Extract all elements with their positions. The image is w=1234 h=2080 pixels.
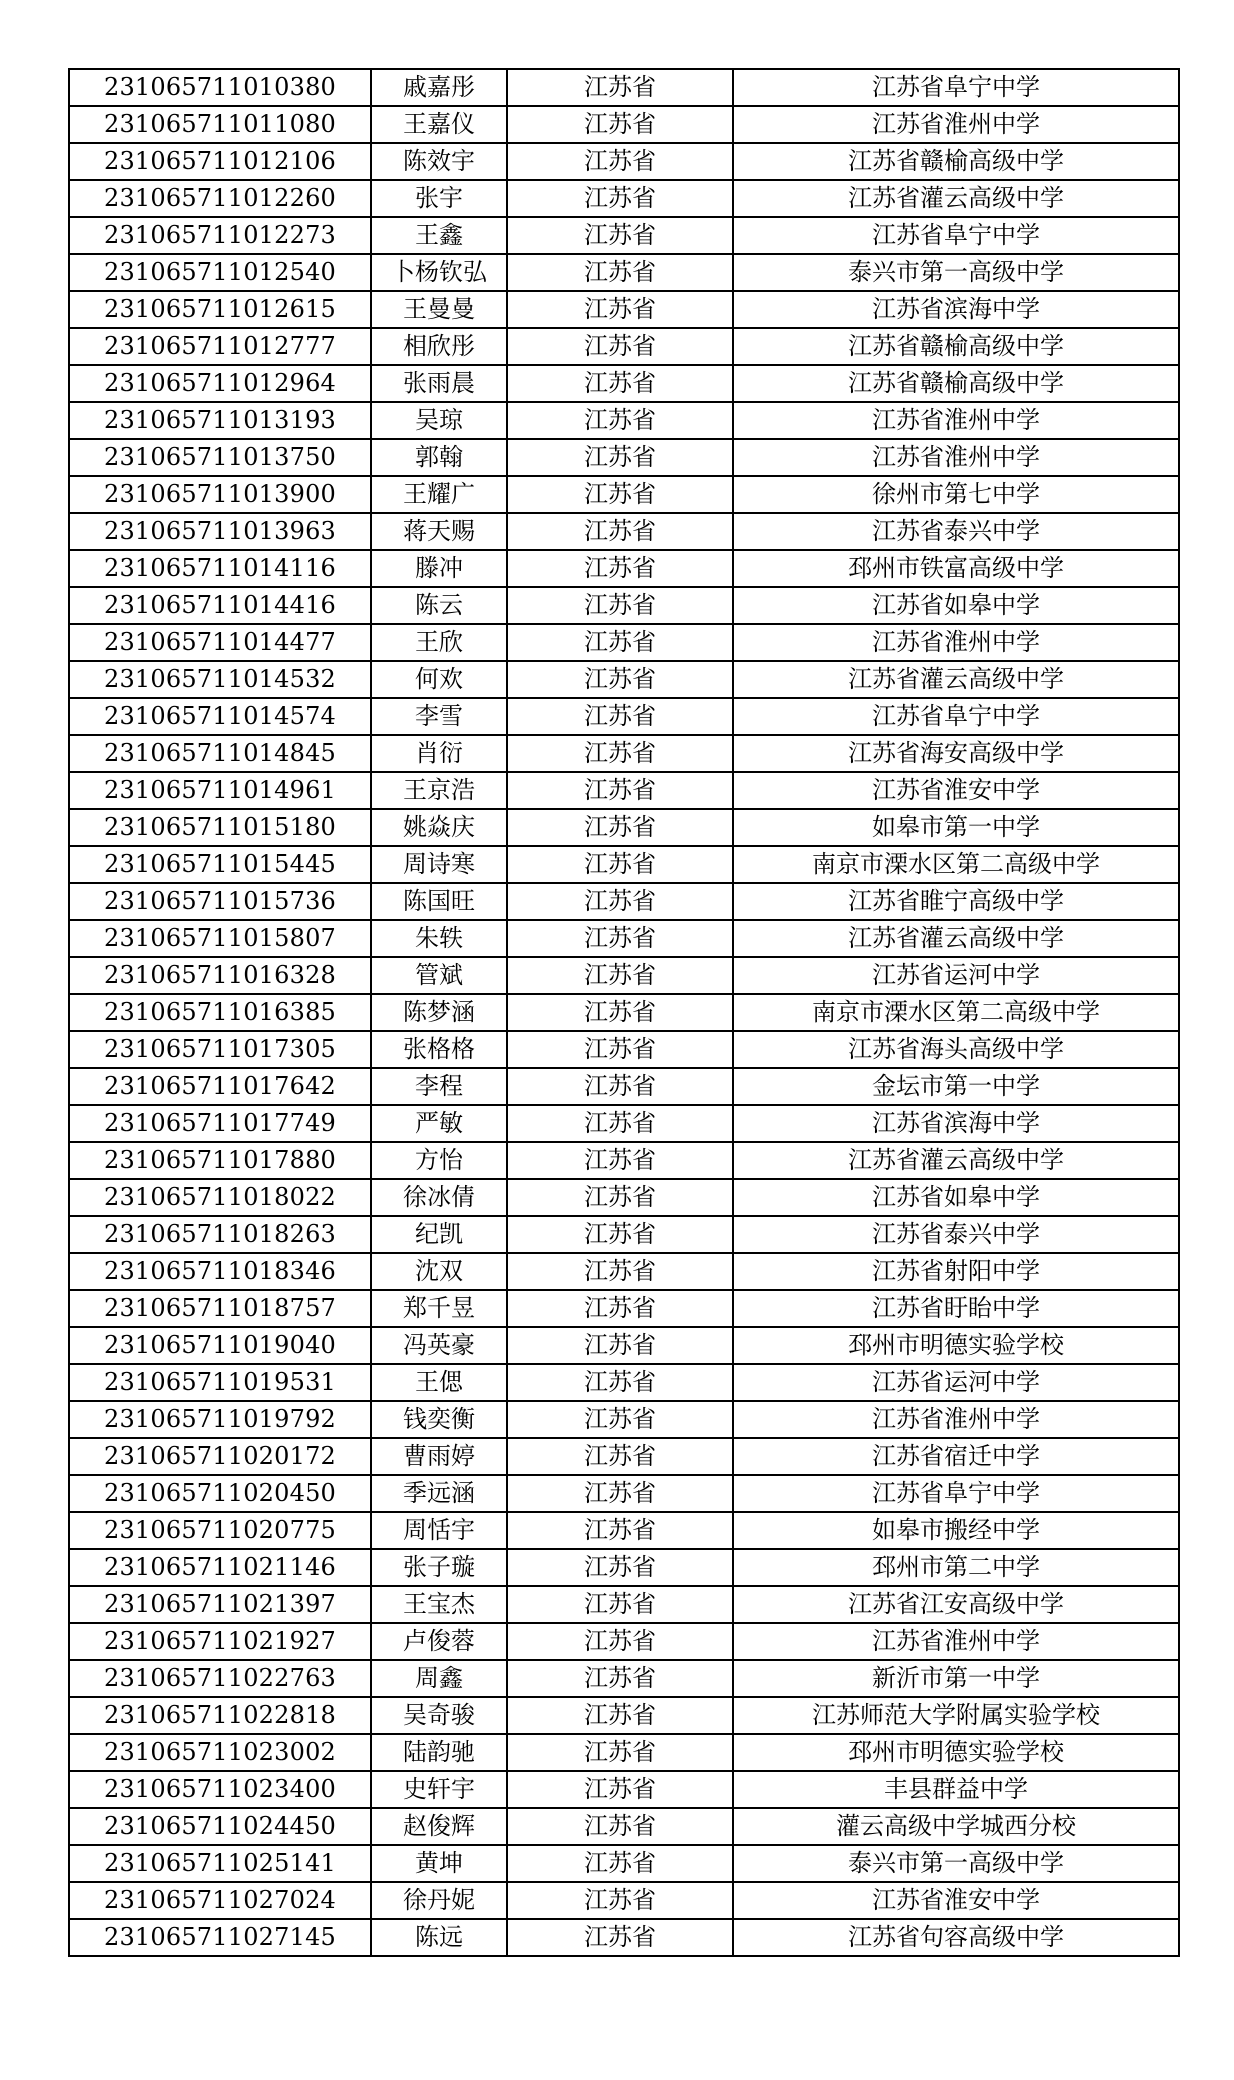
province-cell: 江苏省 xyxy=(507,550,733,587)
student-name-cell: 曹雨婷 xyxy=(371,1438,507,1475)
province-cell: 江苏省 xyxy=(507,1327,733,1364)
school-name-cell: 江苏省淮州中学 xyxy=(733,1401,1179,1438)
student-name-cell: 李程 xyxy=(371,1068,507,1105)
table-row xyxy=(69,1068,1179,1105)
school-name-cell: 江苏省淮州中学 xyxy=(733,1623,1179,1660)
province-cell: 江苏省 xyxy=(507,994,733,1031)
candidate-id-cell: 231065711015807 xyxy=(69,920,371,957)
table-row xyxy=(69,106,1179,143)
province-cell: 江苏省 xyxy=(507,402,733,439)
table-row xyxy=(69,698,1179,735)
student-name-cell: 周恬宇 xyxy=(371,1512,507,1549)
school-name-cell: 泰兴市第一高级中学 xyxy=(733,254,1179,291)
province-cell: 江苏省 xyxy=(507,957,733,994)
student-name-cell: 陈梦涵 xyxy=(371,994,507,1031)
school-name-cell: 邳州市第二中学 xyxy=(733,1549,1179,1586)
school-name-cell: 江苏省阜宁中学 xyxy=(733,69,1179,106)
table-row xyxy=(69,1105,1179,1142)
student-name-cell: 王宝杰 xyxy=(371,1586,507,1623)
candidate-id-cell: 231065711017749 xyxy=(69,1105,371,1142)
student-name-cell: 王嘉仪 xyxy=(371,106,507,143)
student-name-cell: 徐丹妮 xyxy=(371,1882,507,1919)
candidate-id-cell: 231065711015445 xyxy=(69,846,371,883)
table-row xyxy=(69,1882,1179,1919)
student-name-cell: 姚焱庆 xyxy=(371,809,507,846)
student-list-table xyxy=(68,68,1180,1957)
student-name-cell: 王京浩 xyxy=(371,772,507,809)
student-name-cell: 方怡 xyxy=(371,1142,507,1179)
province-cell: 江苏省 xyxy=(507,661,733,698)
table-row xyxy=(69,1623,1179,1660)
student-name-cell: 朱轶 xyxy=(371,920,507,957)
student-name-cell: 陈效宇 xyxy=(371,143,507,180)
candidate-id-cell: 231065711011080 xyxy=(69,106,371,143)
candidate-id-cell: 231065711016328 xyxy=(69,957,371,994)
candidate-id-cell: 231065711021146 xyxy=(69,1549,371,1586)
candidate-id-cell: 231065711013193 xyxy=(69,402,371,439)
candidate-id-cell: 231065711022763 xyxy=(69,1660,371,1697)
student-name-cell: 冯英豪 xyxy=(371,1327,507,1364)
school-name-cell: 江苏省海头高级中学 xyxy=(733,1031,1179,1068)
table-row xyxy=(69,661,1179,698)
candidate-id-cell: 231065711014416 xyxy=(69,587,371,624)
province-cell: 江苏省 xyxy=(507,365,733,402)
school-name-cell: 江苏省如皋中学 xyxy=(733,587,1179,624)
student-name-cell: 吴奇骏 xyxy=(371,1697,507,1734)
candidate-id-cell: 231065711018346 xyxy=(69,1253,371,1290)
province-cell: 江苏省 xyxy=(507,1623,733,1660)
province-cell: 江苏省 xyxy=(507,291,733,328)
candidate-id-cell: 231065711027145 xyxy=(69,1919,371,1956)
student-name-cell: 黄坤 xyxy=(371,1845,507,1882)
province-cell: 江苏省 xyxy=(507,439,733,476)
candidate-id-cell: 231065711023400 xyxy=(69,1771,371,1808)
province-cell: 江苏省 xyxy=(507,1253,733,1290)
student-name-cell: 王欣 xyxy=(371,624,507,661)
student-name-cell: 郑千昱 xyxy=(371,1290,507,1327)
school-name-cell: 江苏省灌云高级中学 xyxy=(733,661,1179,698)
candidate-id-cell: 231065711022818 xyxy=(69,1697,371,1734)
candidate-id-cell: 231065711012615 xyxy=(69,291,371,328)
province-cell: 江苏省 xyxy=(507,1660,733,1697)
school-name-cell: 金坛市第一中学 xyxy=(733,1068,1179,1105)
student-name-cell: 张雨晨 xyxy=(371,365,507,402)
candidate-id-cell: 231065711019040 xyxy=(69,1327,371,1364)
province-cell: 江苏省 xyxy=(507,69,733,106)
candidate-id-cell: 231065711016385 xyxy=(69,994,371,1031)
school-name-cell: 灌云高级中学城西分校 xyxy=(733,1808,1179,1845)
province-cell: 江苏省 xyxy=(507,513,733,550)
province-cell: 江苏省 xyxy=(507,772,733,809)
table-row xyxy=(69,1845,1179,1882)
school-name-cell: 江苏省灌云高级中学 xyxy=(733,1142,1179,1179)
student-name-cell: 相欣彤 xyxy=(371,328,507,365)
school-name-cell: 江苏省滨海中学 xyxy=(733,1105,1179,1142)
student-name-cell: 滕冲 xyxy=(371,550,507,587)
province-cell: 江苏省 xyxy=(507,809,733,846)
table-row xyxy=(69,254,1179,291)
student-name-cell: 沈双 xyxy=(371,1253,507,1290)
candidate-id-cell: 231065711014477 xyxy=(69,624,371,661)
student-name-cell: 肖衍 xyxy=(371,735,507,772)
school-name-cell: 南京市溧水区第二高级中学 xyxy=(733,994,1179,1031)
table-row xyxy=(69,328,1179,365)
candidate-id-cell: 231065711021397 xyxy=(69,1586,371,1623)
school-name-cell: 江苏省睢宁高级中学 xyxy=(733,883,1179,920)
table-row xyxy=(69,883,1179,920)
school-name-cell: 江苏省赣榆高级中学 xyxy=(733,328,1179,365)
student-name-cell: 郭翰 xyxy=(371,439,507,476)
province-cell: 江苏省 xyxy=(507,1845,733,1882)
province-cell: 江苏省 xyxy=(507,180,733,217)
province-cell: 江苏省 xyxy=(507,920,733,957)
school-name-cell: 江苏省灌云高级中学 xyxy=(733,920,1179,957)
school-name-cell: 江苏省句容高级中学 xyxy=(733,1919,1179,1956)
school-name-cell: 邳州市铁富高级中学 xyxy=(733,550,1179,587)
province-cell: 江苏省 xyxy=(507,1142,733,1179)
table-row xyxy=(69,143,1179,180)
student-name-cell: 何欢 xyxy=(371,661,507,698)
province-cell: 江苏省 xyxy=(507,1771,733,1808)
student-name-cell: 王曼曼 xyxy=(371,291,507,328)
province-cell: 江苏省 xyxy=(507,143,733,180)
province-cell: 江苏省 xyxy=(507,1882,733,1919)
candidate-id-cell: 231065711014845 xyxy=(69,735,371,772)
school-name-cell: 江苏省运河中学 xyxy=(733,957,1179,994)
school-name-cell: 江苏省江安高级中学 xyxy=(733,1586,1179,1623)
table-row xyxy=(69,217,1179,254)
candidate-id-cell: 231065711021927 xyxy=(69,1623,371,1660)
candidate-id-cell: 231065711013963 xyxy=(69,513,371,550)
candidate-id-cell: 231065711012106 xyxy=(69,143,371,180)
school-name-cell: 江苏省射阳中学 xyxy=(733,1253,1179,1290)
school-name-cell: 江苏省滨海中学 xyxy=(733,291,1179,328)
table-row xyxy=(69,920,1179,957)
table-row xyxy=(69,1808,1179,1845)
student-name-cell: 赵俊辉 xyxy=(371,1808,507,1845)
school-name-cell: 徐州市第七中学 xyxy=(733,476,1179,513)
table-row xyxy=(69,624,1179,661)
candidate-id-cell: 231065711017305 xyxy=(69,1031,371,1068)
student-name-cell: 戚嘉彤 xyxy=(371,69,507,106)
student-name-cell: 钱奕衡 xyxy=(371,1401,507,1438)
school-name-cell: 如皋市搬经中学 xyxy=(733,1512,1179,1549)
table-row xyxy=(69,772,1179,809)
school-name-cell: 江苏省赣榆高级中学 xyxy=(733,143,1179,180)
student-name-cell: 吴琼 xyxy=(371,402,507,439)
table-row xyxy=(69,1697,1179,1734)
school-name-cell: 丰县群益中学 xyxy=(733,1771,1179,1808)
province-cell: 江苏省 xyxy=(507,1105,733,1142)
province-cell: 江苏省 xyxy=(507,1031,733,1068)
school-name-cell: 江苏省赣榆高级中学 xyxy=(733,365,1179,402)
school-name-cell: 江苏省泰兴中学 xyxy=(733,1216,1179,1253)
table-row xyxy=(69,439,1179,476)
table-row xyxy=(69,1290,1179,1327)
table-row xyxy=(69,1549,1179,1586)
table-row xyxy=(69,513,1179,550)
school-name-cell: 江苏省淮州中学 xyxy=(733,106,1179,143)
school-name-cell: 江苏省宿迁中学 xyxy=(733,1438,1179,1475)
school-name-cell: 泰兴市第一高级中学 xyxy=(733,1845,1179,1882)
school-name-cell: 江苏省阜宁中学 xyxy=(733,217,1179,254)
candidate-id-cell: 231065711023002 xyxy=(69,1734,371,1771)
table-row xyxy=(69,1401,1179,1438)
province-cell: 江苏省 xyxy=(507,735,733,772)
student-name-cell: 陈云 xyxy=(371,587,507,624)
candidate-id-cell: 231065711024450 xyxy=(69,1808,371,1845)
candidate-id-cell: 231065711018022 xyxy=(69,1179,371,1216)
candidate-id-cell: 231065711014532 xyxy=(69,661,371,698)
province-cell: 江苏省 xyxy=(507,1216,733,1253)
table-row xyxy=(69,1327,1179,1364)
table-row xyxy=(69,291,1179,328)
student-name-cell: 王鑫 xyxy=(371,217,507,254)
school-name-cell: 如皋市第一中学 xyxy=(733,809,1179,846)
province-cell: 江苏省 xyxy=(507,217,733,254)
school-name-cell: 江苏省淮州中学 xyxy=(733,439,1179,476)
province-cell: 江苏省 xyxy=(507,1179,733,1216)
school-name-cell: 江苏省淮安中学 xyxy=(733,1882,1179,1919)
province-cell: 江苏省 xyxy=(507,1586,733,1623)
table-row xyxy=(69,1512,1179,1549)
school-name-cell: 江苏省运河中学 xyxy=(733,1364,1179,1401)
student-name-cell: 陈远 xyxy=(371,1919,507,1956)
student-name-cell: 管斌 xyxy=(371,957,507,994)
province-cell: 江苏省 xyxy=(507,1364,733,1401)
candidate-id-cell: 231065711018263 xyxy=(69,1216,371,1253)
province-cell: 江苏省 xyxy=(507,1919,733,1956)
student-name-cell: 张宇 xyxy=(371,180,507,217)
candidate-id-cell: 231065711019531 xyxy=(69,1364,371,1401)
student-name-cell: 周诗寒 xyxy=(371,846,507,883)
student-name-cell: 季远涵 xyxy=(371,1475,507,1512)
school-name-cell: 江苏师范大学附属实验学校 xyxy=(733,1697,1179,1734)
school-name-cell: 江苏省阜宁中学 xyxy=(733,1475,1179,1512)
table-row xyxy=(69,1660,1179,1697)
table-body xyxy=(69,69,1179,1956)
candidate-id-cell: 231065711020450 xyxy=(69,1475,371,1512)
student-name-cell: 陆韵驰 xyxy=(371,1734,507,1771)
province-cell: 江苏省 xyxy=(507,1401,733,1438)
school-name-cell: 南京市溧水区第二高级中学 xyxy=(733,846,1179,883)
student-name-cell: 周鑫 xyxy=(371,1660,507,1697)
school-name-cell: 新沂市第一中学 xyxy=(733,1660,1179,1697)
province-cell: 江苏省 xyxy=(507,1549,733,1586)
province-cell: 江苏省 xyxy=(507,1697,733,1734)
candidate-id-cell: 231065711025141 xyxy=(69,1845,371,1882)
school-name-cell: 江苏省淮安中学 xyxy=(733,772,1179,809)
student-name-cell: 王偲 xyxy=(371,1364,507,1401)
student-name-cell: 纪凯 xyxy=(371,1216,507,1253)
candidate-id-cell: 231065711012540 xyxy=(69,254,371,291)
candidate-id-cell: 231065711020172 xyxy=(69,1438,371,1475)
table-row xyxy=(69,1031,1179,1068)
province-cell: 江苏省 xyxy=(507,1512,733,1549)
table-row xyxy=(69,1586,1179,1623)
table-row xyxy=(69,1438,1179,1475)
table-row xyxy=(69,180,1179,217)
student-name-cell: 徐冰倩 xyxy=(371,1179,507,1216)
candidate-id-cell: 231065711019792 xyxy=(69,1401,371,1438)
table-row xyxy=(69,1771,1179,1808)
school-name-cell: 江苏省淮州中学 xyxy=(733,402,1179,439)
province-cell: 江苏省 xyxy=(507,587,733,624)
table-row xyxy=(69,550,1179,587)
student-name-cell: 严敏 xyxy=(371,1105,507,1142)
province-cell: 江苏省 xyxy=(507,254,733,291)
table-row xyxy=(69,809,1179,846)
table-row xyxy=(69,1216,1179,1253)
candidate-id-cell: 231065711015736 xyxy=(69,883,371,920)
school-name-cell: 江苏省灌云高级中学 xyxy=(733,180,1179,217)
candidate-id-cell: 231065711012777 xyxy=(69,328,371,365)
student-name-cell: 张格格 xyxy=(371,1031,507,1068)
school-name-cell: 江苏省泰兴中学 xyxy=(733,513,1179,550)
province-cell: 江苏省 xyxy=(507,1808,733,1845)
candidate-id-cell: 231065711017880 xyxy=(69,1142,371,1179)
table-row xyxy=(69,587,1179,624)
student-name-cell: 蒋天赐 xyxy=(371,513,507,550)
province-cell: 江苏省 xyxy=(507,846,733,883)
province-cell: 江苏省 xyxy=(507,106,733,143)
province-cell: 江苏省 xyxy=(507,328,733,365)
table-row xyxy=(69,994,1179,1031)
candidate-id-cell: 231065711013900 xyxy=(69,476,371,513)
school-name-cell: 邳州市明德实验学校 xyxy=(733,1327,1179,1364)
candidate-id-cell: 231065711010380 xyxy=(69,69,371,106)
student-name-cell: 卢俊蓉 xyxy=(371,1623,507,1660)
candidate-id-cell: 231065711013750 xyxy=(69,439,371,476)
school-name-cell: 江苏省淮州中学 xyxy=(733,624,1179,661)
province-cell: 江苏省 xyxy=(507,1290,733,1327)
table-row xyxy=(69,1919,1179,1956)
candidate-id-cell: 231065711015180 xyxy=(69,809,371,846)
table-row xyxy=(69,1142,1179,1179)
table-row xyxy=(69,402,1179,439)
school-name-cell: 江苏省阜宁中学 xyxy=(733,698,1179,735)
student-name-cell: 卜杨钦弘 xyxy=(371,254,507,291)
province-cell: 江苏省 xyxy=(507,698,733,735)
table-row xyxy=(69,957,1179,994)
candidate-id-cell: 231065711012273 xyxy=(69,217,371,254)
candidate-id-cell: 231065711020775 xyxy=(69,1512,371,1549)
school-name-cell: 邳州市明德实验学校 xyxy=(733,1734,1179,1771)
school-name-cell: 江苏省如皋中学 xyxy=(733,1179,1179,1216)
province-cell: 江苏省 xyxy=(507,1438,733,1475)
student-name-cell: 史轩宇 xyxy=(371,1771,507,1808)
table-row xyxy=(69,846,1179,883)
province-cell: 江苏省 xyxy=(507,1734,733,1771)
table-row xyxy=(69,1734,1179,1771)
province-cell: 江苏省 xyxy=(507,624,733,661)
table-row xyxy=(69,735,1179,772)
candidate-id-cell: 231065711017642 xyxy=(69,1068,371,1105)
candidate-id-cell: 231065711027024 xyxy=(69,1882,371,1919)
table-row xyxy=(69,1179,1179,1216)
candidate-id-cell: 231065711014574 xyxy=(69,698,371,735)
candidate-id-cell: 231065711014116 xyxy=(69,550,371,587)
table-row xyxy=(69,1364,1179,1401)
student-name-cell: 李雪 xyxy=(371,698,507,735)
candidate-id-cell: 231065711012964 xyxy=(69,365,371,402)
student-name-cell: 张子璇 xyxy=(371,1549,507,1586)
candidate-id-cell: 231065711012260 xyxy=(69,180,371,217)
student-name-cell: 陈国旺 xyxy=(371,883,507,920)
student-name-cell: 王耀广 xyxy=(371,476,507,513)
province-cell: 江苏省 xyxy=(507,1068,733,1105)
candidate-id-cell: 231065711014961 xyxy=(69,772,371,809)
table-row xyxy=(69,1475,1179,1512)
province-cell: 江苏省 xyxy=(507,476,733,513)
province-cell: 江苏省 xyxy=(507,1475,733,1512)
table-row xyxy=(69,1253,1179,1290)
province-cell: 江苏省 xyxy=(507,883,733,920)
school-name-cell: 江苏省盱眙中学 xyxy=(733,1290,1179,1327)
table-row xyxy=(69,69,1179,106)
table-row xyxy=(69,365,1179,402)
table-row xyxy=(69,476,1179,513)
candidate-id-cell: 231065711018757 xyxy=(69,1290,371,1327)
school-name-cell: 江苏省海安高级中学 xyxy=(733,735,1179,772)
